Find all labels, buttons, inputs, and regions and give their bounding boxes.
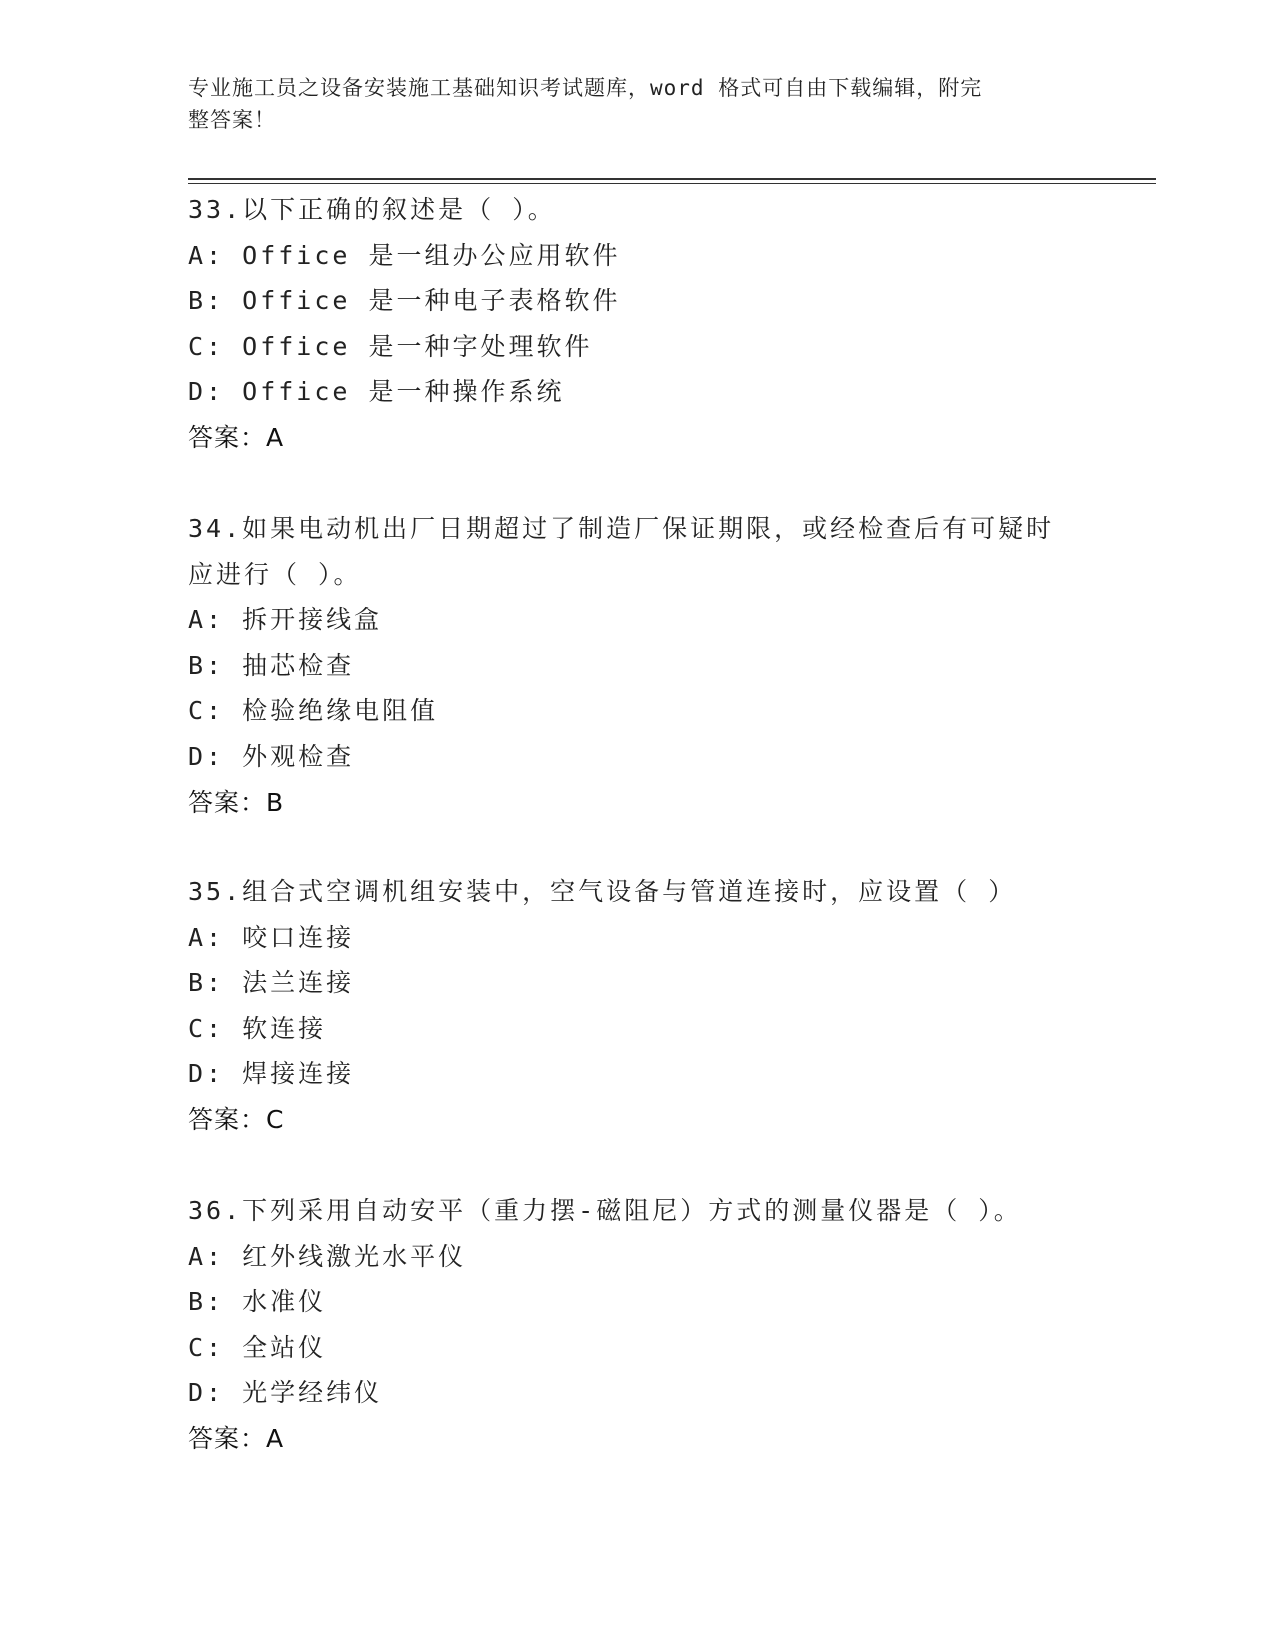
option-c: C: 软连接: [188, 1013, 327, 1043]
option-a: A: 咬口连接: [188, 922, 355, 952]
option-d: D: Office 是一种操作系统: [188, 377, 565, 407]
option-c: C: 检验绝缘电阻值: [188, 696, 439, 726]
question-stem: 33.以下正确的叙述是（ ）。: [188, 195, 556, 224]
option-b: B: 抽芯检查: [188, 650, 355, 680]
question-stem-line-1: 34.如果电动机出厂日期超过了制造厂保证期限，或经检查后有可疑时: [188, 514, 1055, 543]
option-a: A: 拆开接线盒: [188, 605, 383, 635]
question-stem-line-2: 应进行（ ）。: [188, 559, 362, 589]
option-c: C: Office 是一种字处理软件: [188, 331, 593, 361]
answer: 答案：A: [188, 422, 285, 452]
question-33: [188, 187, 1088, 461]
header-line-2: 整答案！: [188, 108, 276, 132]
option-a: A: 红外线激光水平仪: [188, 1241, 467, 1271]
option-d: D: 焊接连接: [188, 1059, 355, 1089]
answer: 答案：B: [188, 787, 285, 817]
question-34: [188, 506, 1088, 825]
header-divider-thick: [188, 178, 1156, 180]
header-divider-thin: [188, 183, 1156, 184]
document-header: [188, 72, 1088, 136]
question-stem: 35.组合式空调机组安装中，空气设备与管道连接时，应设置（ ）: [188, 877, 1017, 906]
answer: 答案：C: [188, 1104, 285, 1134]
option-a: A: Office 是一组办公应用软件: [188, 240, 621, 270]
option-b: B: 水准仪: [188, 1287, 327, 1317]
option-c: C: 全站仪: [188, 1332, 327, 1362]
option-d: D: 外观检查: [188, 741, 355, 771]
header-line-1: 专业施工员之设备安装施工基础知识考试题库，word 格式可自由下载编辑，附完: [188, 76, 983, 100]
question-36: [188, 1188, 1088, 1462]
option-b: B: Office 是一种电子表格软件: [188, 286, 621, 316]
option-b: B: 法兰连接: [188, 968, 355, 998]
option-d: D: 光学经纬仪: [188, 1378, 383, 1408]
answer: 答案：A: [188, 1423, 285, 1453]
question-35: [188, 869, 1088, 1143]
question-stem: 36.下列采用自动安平（重力摆-磁阻尼）方式的测量仪器是（ ）。: [188, 1196, 1022, 1225]
